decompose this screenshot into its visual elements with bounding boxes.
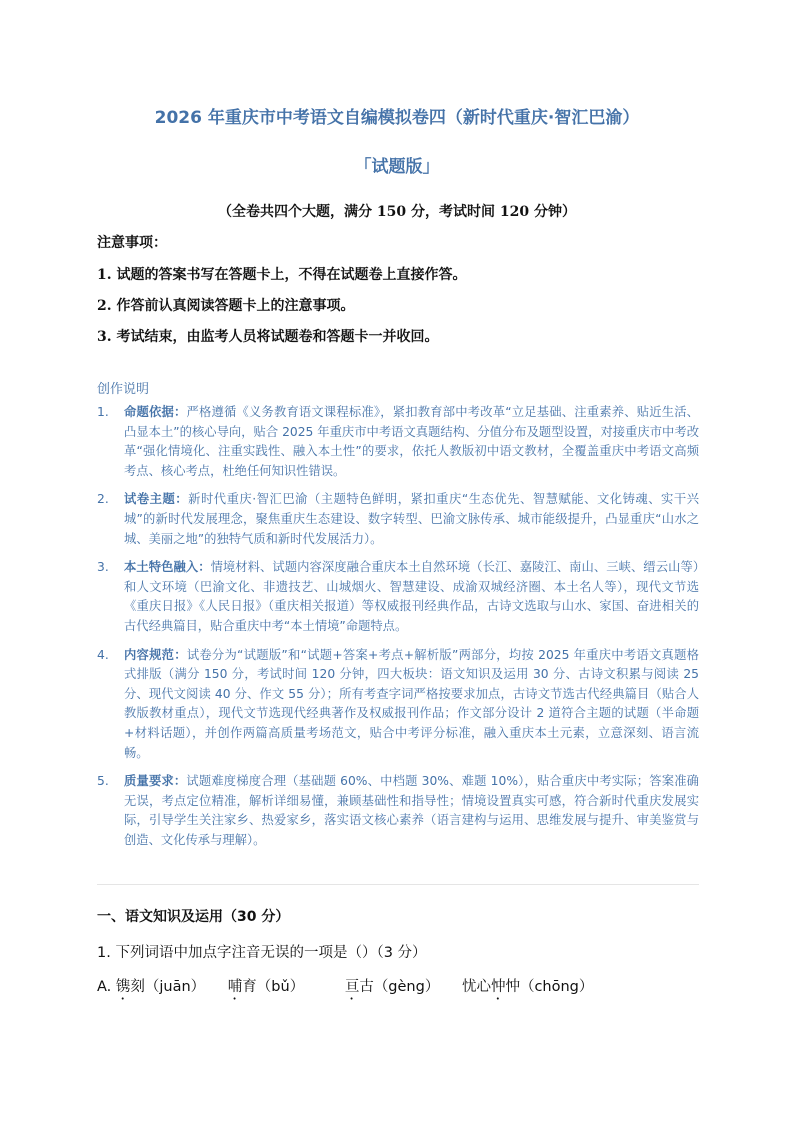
creation-note [97,646,699,764]
section-divider [97,884,699,885]
note-key: 命题依据： [124,405,187,419]
note-text: 试题难度梯度合理（基础题 60%、中档题 30%、难题 10%），贴合重庆中考实际；答案准确无误，考点定位精准，解析详细易懂，兼顾基础性和指导性；情境设置真实可感，符合新时代重庆发展实际，引导学生关注家乡、热爱家乡，落实语文核心素养（语言建构与运用、思维发展与提升、审美鉴赏与创造、文化传承与理解）。 [124,774,699,847]
note-key: 内容规范： [124,647,187,662]
exam-info: （全卷共四个大题，满分 150 分，考试时间 120 分钟） [218,204,576,220]
note-key: 试卷主题： [124,492,189,507]
word-pair [345,975,440,1003]
dotted-char: 哺 [227,979,243,995]
pinyin: （chōng） [519,979,594,995]
word-rest: 古 [359,979,374,995]
exam-title: 2026 年重庆市中考语文自编模拟卷四（新时代重庆·智汇巴渝） [154,108,640,128]
notice-item: 2. 作答前认真阅读答题卡上的注意事项。 [97,298,355,314]
word-pair [462,975,593,1003]
dotted-char: 镌 [115,979,131,995]
word-rest: 育 [242,979,257,995]
notice-item: 1. 试题的答案书写在答题卡上，不得在试题卷上直接作答。 [97,267,467,283]
list-number: 5. [97,774,109,789]
word-rest: 刻 [130,979,145,995]
section-heading: 一、语文知识及运用（30 分） [97,909,290,925]
note-text: 严格遵循《义务教育语文课程标准》，紧扣教育部中考改革“立足基础、注重素养、贴近生活、凸显本土”的核心导向，贴合 2025 年重庆市中考语文真题结构、分值分布及题型设置，对接重庆市中考改革“强化情境化、注重实践性、融入本土性”的要求，依托人教版初中语文教材，全覆盖重庆中考语文高频考点、核心考点，杜绝任何知识性错误。 [124,405,699,478]
word-rest: 忡 [505,979,520,995]
creation-notes-list [97,403,699,859]
notice-item: 3. 考试结束，由监考人员将试题卷和答题卡一并收回。 [97,329,439,345]
note-text: 情境材料、试题内容深度融合重庆本土自然环境（长江、嘉陵江、南山、三峡、缙云山等）和人文环境（巴渝文化、非遗技艺、山城烟火、智慧建设、成渝双城经济圈、本土名人等），现代文节选《重庆日报》《人民日报》（重庆相关报道）等权威报刊经典作品，古诗文选取与山水、家国、奋进相关的古代经典篇目，贴合重庆中考“本土情境”命题特点。 [124,560,699,633]
word-pair [116,975,205,1003]
pinyin: （juān） [144,979,206,995]
pinyin: （gèng） [373,979,440,995]
creation-note [97,403,699,481]
creation-note [97,558,699,636]
version-label: 「试题版」 [354,157,440,177]
list-number: 4. [97,647,109,662]
dotted-char: 亘 [344,979,360,995]
creation-notes-heading: 创作说明 [97,382,150,397]
note-key: 质量要求： [124,774,187,789]
option-a [97,975,593,1003]
word-pair [228,975,304,1003]
list-number: 1. [97,405,109,419]
creation-note [97,490,699,549]
notice-heading: 注意事项： [97,235,167,251]
creation-note [97,772,699,850]
list-number: 3. [97,560,109,575]
note-text: 新时代重庆·智汇巴渝（主题特色鲜明，紧扣重庆“生态优先、智慧赋能、文化铸魂、实干兴城”的新时代发展理念，聚焦重庆生态建设、数字转型、巴渝文脉传承、城市能级提升，凸显重庆“山水之城、美丽之地”的独特气质和新时代发展活力）。 [124,492,699,546]
pinyin: （bǔ） [256,979,305,995]
note-text: 试卷分为“试题版”和“试题+答案+考点+解析版”两部分，均按 2025 年重庆中考语文真题格式排版（满分 150 分，考试时间 120 分钟，四大板块：语文知识及运用 30 分、古诗文积累与阅读 25 分、现代文阅读 40 分、作文 55 分）；所有考查字词严格按要求加点，古诗文节选古代经典篇目（贴合人教版教材重点），现代文节选现代经典著作及权威报刊作品；作文部分设计 2 道符合主题的试题（半命题+材料话题），并创作两篇高质量考场范文，贴合中考评分标准，融入重庆本土元素，立意深刻、语言流畅。 [124,647,699,760]
question-1: 1. 下列词语中加点字注音无误的一项是（）（3 分） [97,945,427,961]
list-number: 2. [97,492,109,507]
option-label: A. [97,979,112,995]
word-lead: 忧心 [461,979,491,995]
dotted-char: 忡 [490,979,506,995]
note-key: 本土特色融入： [124,560,211,575]
